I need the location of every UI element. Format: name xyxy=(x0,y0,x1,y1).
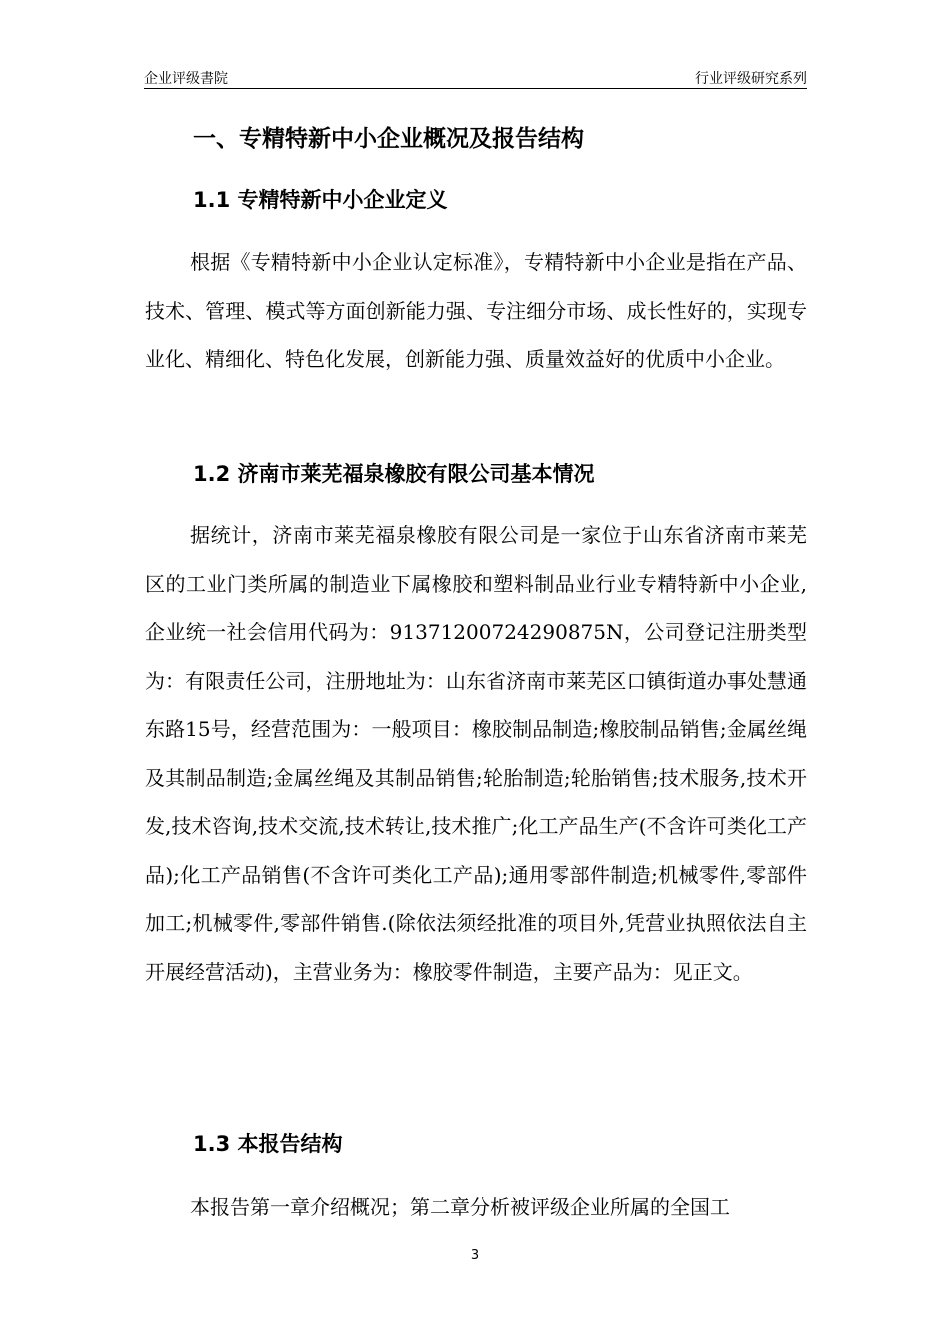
paragraph-company-info: 据统计，济南市莱芜福泉橡胶有限公司是一家位于山东省济南市莱芜区的工业门类所属的制造业下属橡胶和塑料制品业行业专精特新中小企业,企业统一社会信用代码为：91371200724290875N，公司登记注册类型为：有限责任公司，注册地址为：山东省济南市莱芜区口镇街道办事处慧通东路15号，经营范围为：一般项目：橡胶制品制造;橡胶制品销售;金属丝绳及其制品制造;金属丝绳及其制品销售;轮胎制造;轮胎销售;技术服务,技术开发,技术咨询,技术交流,技术转让,技术推广;化工产品生产(不含许可类化工产品);化工产品销售(不含许可类化工产品);通用零部件制造;机械零件,零部件加工;机械零件,零部件销售.(除依法须经批准的项目外,凭营业执照依法自主开展经营活动)，主营业务为：橡胶零件制造，主要产品为：见正文。 xyxy=(145,523,807,984)
subsection-heading-1-1: 1.1 专精特新中小企业定义 xyxy=(193,188,448,212)
page-number: 3 xyxy=(470,1248,480,1263)
subsection-heading-1-2: 1.2 济南市莱芜福泉橡胶有限公司基本情况 xyxy=(193,462,595,486)
subsection-heading-1-3: 1.3 本报告结构 xyxy=(193,1132,343,1156)
paragraph-definition: 根据《专精特新中小企业认定标准》，专精特新中小企业是指在产品、技术、管理、模式等方面创新能力强、专注细分市场、成长性好的，实现专业化、精细化、特色化发展，创新能力强、质量效益好的优质中小企业。 xyxy=(145,250,807,371)
page-header xyxy=(144,66,807,89)
header-left-text: 企业评级書院 xyxy=(144,71,228,87)
header-right-text: 行业评级研究系列 xyxy=(695,71,807,87)
section-heading: 一、专精特新中小企业概况及报告结构 xyxy=(193,126,584,152)
paragraph-report-structure: 本报告第一章介绍概况；第二章分析被评级企业所属的全国工 xyxy=(190,1195,730,1219)
